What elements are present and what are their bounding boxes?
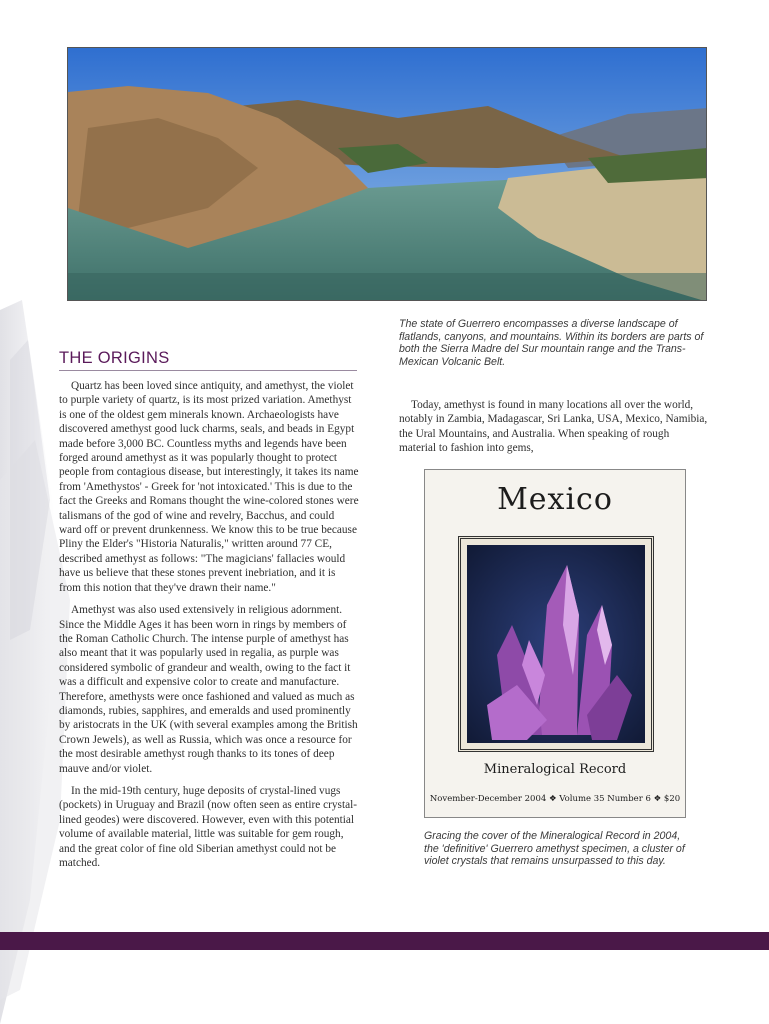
paragraph: Amethyst was also used extensively in religious adornment. Since the Middle Ages it has been worn in rings by members of the Roman Catholic Church. The intense purple of amethyst has also meant that it was popularly used in regalia, as purple was considered symbolic of grandeur and wealth, owing to the fact it was a difficult and expensive color to create and manufacture. Therefore, amethysts were once fashioned and valued as much as diamonds, rubies, sapphires, and emeralds and used prominently by aristocrats in the UK (with several examples among the British Crown Jewels), as well as Russia, which was once a resource for the most desirable amethyst rough thanks to its tones of deep mauve and/or violet. [59, 604, 358, 775]
magazine-name: Mineralogical Record [483, 762, 627, 777]
paragraph: Today, amethyst is found in many locations all over the world, notably in Zambia, Madagascar, Sri Lanka, USA, Mexico, Namibia, the Ural Mountains, and Australia. When speaking of rough material to fashion into gems, [399, 399, 708, 455]
paragraph: In the mid-19th century, huge deposits of crystal-lined vugs (pockets) in Uruguay and Brazil (now often seen as entire crystal-lined geodes) were discovered. However, even with this potential volume of available material, little was suitable for gem rough, and the great color of fine old Siberian amethyst could not be matched. [59, 784, 358, 869]
left-column [59, 379, 359, 878]
magazine-cover-frame [458, 536, 654, 752]
paragraph: Quartz has been loved since antiquity, and amethyst, the violet to purple variety of quartz, is its most prized variation. Amethyst is one of the oldest gem minerals known. Archaeologists have discovered amethyst good luck charms, seals, and beads in Egypt made before 3,000 BC. Countless myths and legends have been forged around amethyst as it was popularly thought to protect people from contagious disease, but interestingly, it takes its name from 'Amethystos' - Greek for 'not intoxicated.' This is due to the fact the Greeks and Romans thought the wine-colored stones were talismans of the god of wine and revelry, Bacchus, and could ward off or prevent drunkenness. We know this to be true because Pliny the Elder's "Historia Naturalis," written around 77 CE, described amethyst as follows: "The magicians' fallacies would have us believe that these stones prevent inebriation, and it is from this notion that they've drawn their name." [59, 380, 359, 594]
right-column [399, 398, 709, 456]
photo-caption: The state of Guerrero encompasses a diverse landscape of flatlands, canyons, and mountains. Within its borders are parts of both the Sierra Madre del Sur mountain range and the Trans-Mexican Volcanic Belt. [399, 318, 704, 368]
title-divider [59, 370, 357, 371]
section-title: THE ORIGINS [59, 349, 170, 367]
magazine-cover [424, 469, 686, 818]
footer-band [0, 932, 769, 950]
magazine-caption: Gracing the cover of the Mineralogical Record in 2004, the 'definitive' Guerrero amethyst specimen, a cluster of violet crystals that remains unsurpassed to this day. [424, 830, 685, 868]
magazine-issue: November-December 2004 ❖ Volume 35 Number 6 ❖ $20 [429, 794, 681, 804]
landscape-photo [67, 47, 707, 301]
magazine-title: Mexico [497, 482, 613, 517]
amethyst-crystal-icon [467, 545, 645, 743]
